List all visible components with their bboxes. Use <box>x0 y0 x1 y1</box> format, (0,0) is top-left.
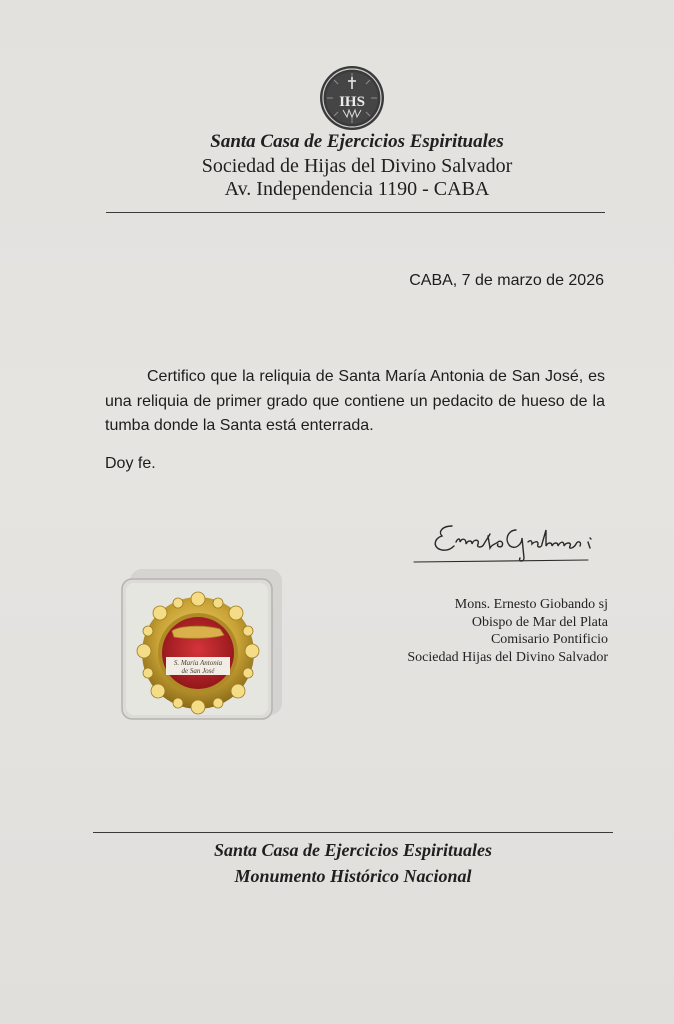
handwritten-signature <box>412 518 602 574</box>
relic-case-image <box>116 565 286 725</box>
signatory-title-3: Sociedad Hijas del Divino Salvador <box>407 649 608 665</box>
relic-label-line-2: de San José <box>181 667 215 675</box>
signatory-title-1: Obispo de Mar del Plata <box>471 614 608 630</box>
signatory-title-2: Comisario Pontificio <box>490 632 608 647</box>
header-divider <box>106 212 605 213</box>
footer-subtitle: Monumento Histórico Nacional <box>234 866 472 886</box>
letterhead-title: Santa Casa de Ejercicios Espirituales <box>210 131 504 152</box>
seal-text: IHS <box>339 94 365 110</box>
certificate-paragraph: Certifico que la reliquia de Santa María Antonia de San José, es una reliquia de primer grado que contiene un pedacito de hueso de la tumba donde la Santa está enterrada. <box>105 368 605 434</box>
letterhead-society: Sociedad de Hijas del Divino Salvador <box>201 155 513 177</box>
ihs-seal-icon <box>319 65 385 131</box>
signatory-block <box>407 596 608 666</box>
certificate-body <box>105 365 605 439</box>
footer-title: Santa Casa de Ejercicios Espirituales <box>213 840 493 860</box>
letterhead-address: Av. Independencia 1190 - CABA <box>224 178 490 200</box>
closing-text: Doy fe. <box>105 455 156 472</box>
signatory-name: Mons. Ernesto Giobando sj <box>454 597 608 612</box>
footer-divider <box>93 832 613 833</box>
relic-label-line-1: S. María Antonia <box>173 659 223 667</box>
document-date: CABA, 7 de marzo de 2026 <box>409 272 604 289</box>
